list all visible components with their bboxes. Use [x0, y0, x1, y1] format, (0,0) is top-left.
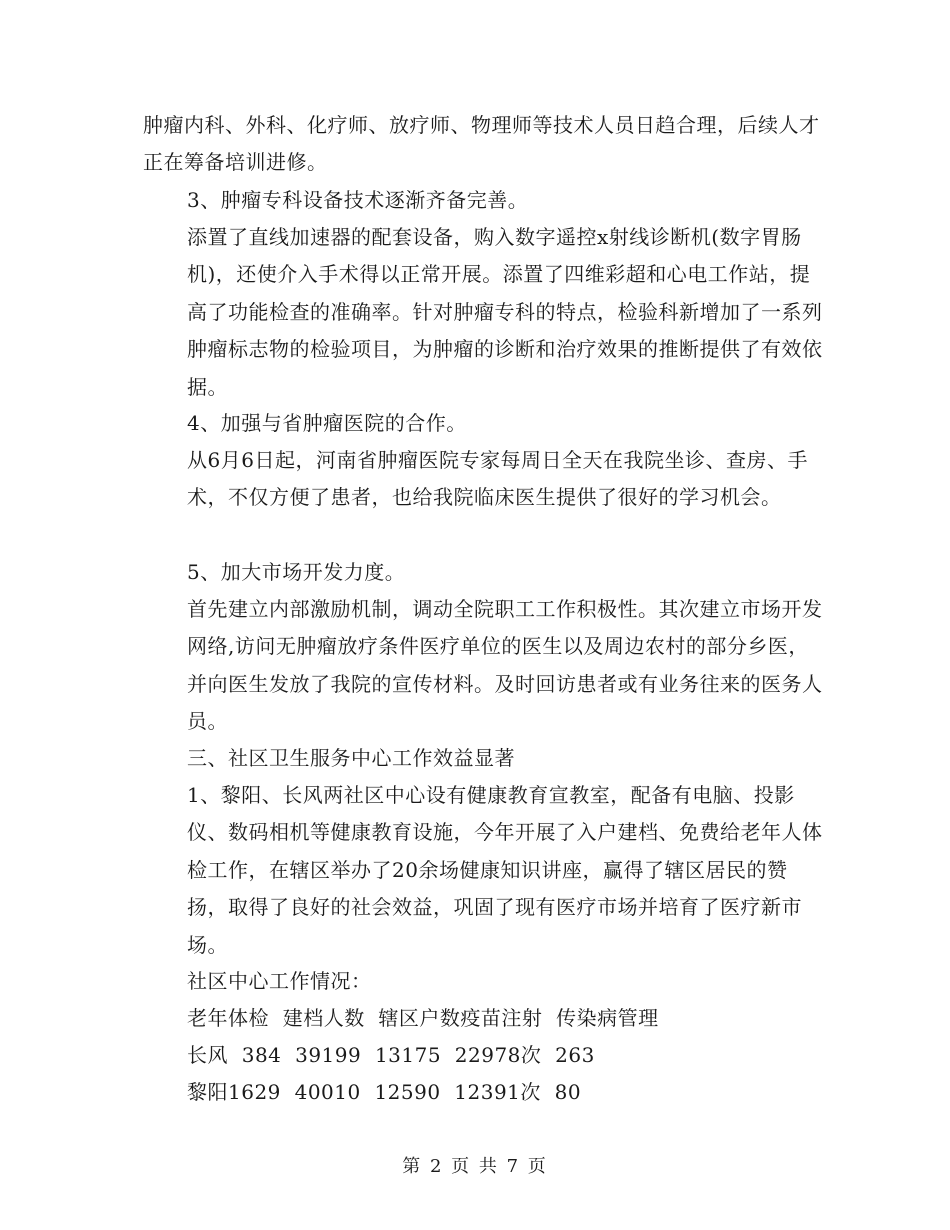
paragraph-text: 1、黎阳、长风两社区中心设有健康教育宣教室，配备有电脑、投影仪、数码相机等健康教育设施，今年开展了入户建档、免费给老年人体检工作，在辖区举办了20余场健康知识讲座，赢得了辖区居民的赞扬，取得了良好的社会效益，巩固了现有医疗市场并培育了医疗新市场。: [187, 783, 823, 957]
paragraph-text: 从6月6日起，河南省肿瘤医院专家每周日全天在我院坐诊、查房、手术，不仅方便了患者，也给我院临床医生提供了很好的学习机会。: [187, 448, 808, 510]
paragraph-cooperation: [143, 442, 823, 517]
paragraph-community: [143, 777, 823, 964]
page-footer: 第 2 页 共 7 页: [402, 1156, 548, 1177]
section-heading-cooperation: 4、加强与省肿瘤医院的合作。: [187, 411, 467, 435]
paragraph-text: 肿瘤内科、外科、化疗师、放疗师、物理师等技术人员日趋合理，后续人才正在筹备培训进修。: [143, 113, 820, 175]
paragraph-equipment: [143, 219, 823, 406]
section-heading-market: 5、加大市场开发力度。: [187, 560, 406, 584]
section-heading-community: 三、社区卫生服务中心工作效益显著: [187, 746, 515, 770]
section-heading-equipment: 3、肿瘤专科设备技术逐渐齐备完善。: [187, 188, 529, 212]
paragraph-text: 添置了直线加速器的配套设备，购入数字遥控x射线诊断机(数字胃肠机)，还使介入手术得以正常开展。添置了四维彩超和心电工作站，提高了功能检查的准确率。针对肿瘤专科的特点，检验科新增加了一系列肿瘤标志物的检验项目，为肿瘤的诊断和治疗效果的推断提供了有效依据。: [187, 225, 823, 399]
paragraph-market: [143, 591, 823, 741]
table-row-liyang: 黎阳1629 40010 12590 12391次 80: [187, 1080, 582, 1104]
table-header-line: 老年体检 建档人数 辖区户数疫苗注射 传染病管理: [187, 1006, 659, 1030]
paragraph-text: 首先建立内部激励机制，调动全院职工工作积极性。其次建立市场开发网络,访问无肿瘤放疗条件医疗单位的医生以及周边农村的部分乡医，并向医生发放了我院的宣传材料。及时回访患者或有业务往来的医务人员。: [187, 597, 823, 734]
paragraph-continuation: [143, 107, 823, 182]
table-row-changfeng: 长风 384 39199 13175 22978次 263: [187, 1043, 595, 1067]
community-work-label: 社区中心工作情况：: [187, 969, 372, 993]
